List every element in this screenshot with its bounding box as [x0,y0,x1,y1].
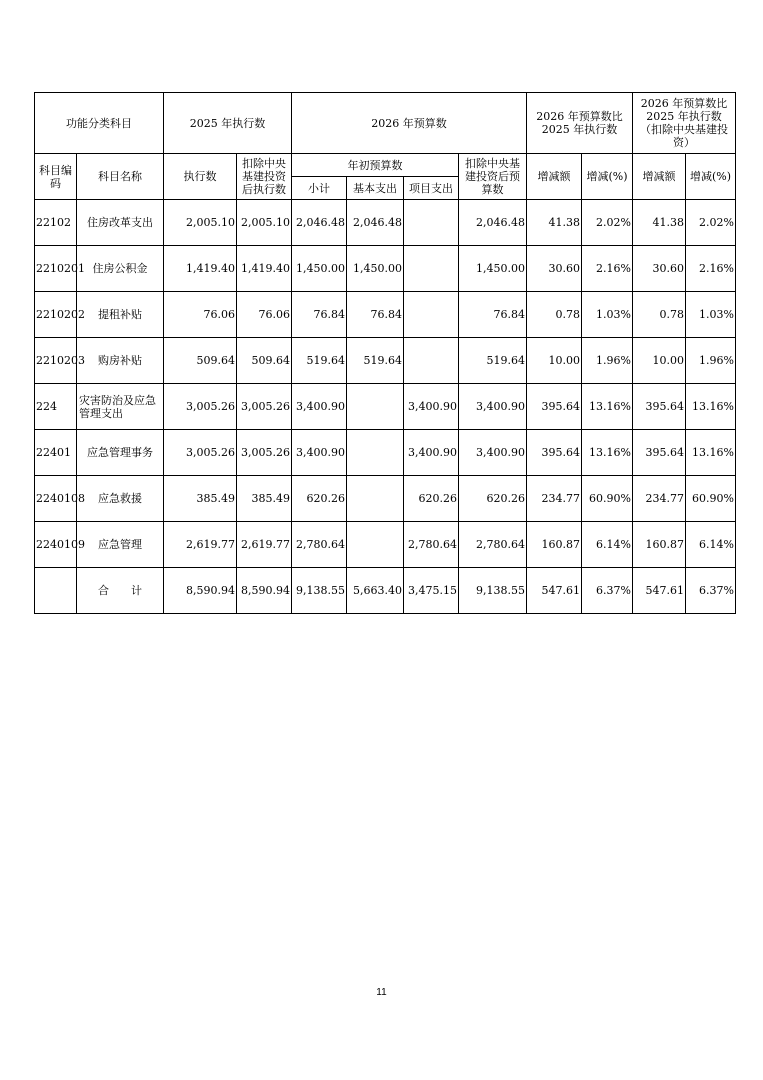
row-basic [347,430,404,476]
row-name: 灾害防治及应急管理支出 [77,384,164,430]
row-change-2: 160.87 [633,522,686,568]
header-budget-2026: 2026 年预算数 [292,93,527,154]
row-pct-2: 60.90% [686,476,736,522]
row-pct-2: 2.02% [686,200,736,246]
row-budget-excl: 3,400.90 [459,384,527,430]
row-change-2: 0.78 [633,292,686,338]
header-basic: 基本支出 [347,177,404,200]
table-row [35,476,736,522]
page-number: 11 [376,987,387,998]
row-exec-excl: 2,005.10 [237,200,292,246]
row-pct-2: 13.16% [686,384,736,430]
header-compare: 2026 年预算数比 2025 年执行数 [527,93,633,154]
row-change: 10.00 [527,338,582,384]
row-change: 234.77 [527,476,582,522]
row-exec-excl: 385.49 [237,476,292,522]
total-row [35,568,736,614]
row-subtotal: 1,450.00 [292,246,347,292]
row-subtotal: 2,780.64 [292,522,347,568]
header-budget-excl: 扣除中央基 建投资后预 算数 [459,154,527,200]
row-name: 购房补贴 [77,338,164,384]
row-budget-excl: 2,046.48 [459,200,527,246]
row-code: 2210203 [35,338,77,384]
row-name: 应急管理 [77,522,164,568]
total-code [35,568,77,614]
row-basic [347,476,404,522]
row-code: 2240109 [35,522,77,568]
total-basic: 5,663.40 [347,568,404,614]
header-project: 项目支出 [404,177,459,200]
row-exec-excl: 3,005.26 [237,384,292,430]
table-row [35,200,736,246]
row-budget-excl: 1,450.00 [459,246,527,292]
row-basic: 76.84 [347,292,404,338]
table-row [35,246,736,292]
total-pct: 6.37% [582,568,633,614]
row-pct: 13.16% [582,430,633,476]
row-name: 提租补贴 [77,292,164,338]
row-budget-excl: 2,780.64 [459,522,527,568]
table-row [35,430,736,476]
table-row [35,522,736,568]
header-change-amount-2: 增减额 [633,154,686,200]
row-project: 620.26 [404,476,459,522]
row-basic: 519.64 [347,338,404,384]
row-pct: 60.90% [582,476,633,522]
row-change-2: 41.38 [633,200,686,246]
total-change-2: 547.61 [633,568,686,614]
row-change: 395.64 [527,384,582,430]
row-code: 2240108 [35,476,77,522]
header-subtotal: 小计 [292,177,347,200]
row-budget-excl: 3,400.90 [459,430,527,476]
header-change-pct-2: 增减(%) [686,154,736,200]
row-budget-excl: 519.64 [459,338,527,384]
row-project [404,246,459,292]
header-row-1 [35,93,736,154]
row-basic: 1,450.00 [347,246,404,292]
row-pct-2: 2.16% [686,246,736,292]
row-pct: 2.16% [582,246,633,292]
row-name: 住房改革支出 [77,200,164,246]
row-exec: 2,005.10 [164,200,237,246]
row-change: 30.60 [527,246,582,292]
row-subtotal: 3,400.90 [292,384,347,430]
row-exec-excl: 3,005.26 [237,430,292,476]
row-subtotal: 620.26 [292,476,347,522]
header-exec-excl: 扣除中央 基建投资 后执行数 [237,154,292,200]
row-exec: 2,619.77 [164,522,237,568]
row-budget-excl: 620.26 [459,476,527,522]
row-exec-excl: 2,619.77 [237,522,292,568]
total-exec: 8,590.94 [164,568,237,614]
row-exec: 3,005.26 [164,430,237,476]
row-exec: 385.49 [164,476,237,522]
row-name: 应急救援 [77,476,164,522]
header-compare-excl: 2026 年预算数比 2025 年执行数 （扣除中央基建投 资） [633,93,736,154]
row-subtotal: 76.84 [292,292,347,338]
header-exec-2025: 2025 年执行数 [164,93,292,154]
row-change-2: 234.77 [633,476,686,522]
row-change: 395.64 [527,430,582,476]
budget-table [34,92,736,614]
row-change-2: 10.00 [633,338,686,384]
total-project: 3,475.15 [404,568,459,614]
header-exec: 执行数 [164,154,237,200]
row-exec: 509.64 [164,338,237,384]
row-pct-2: 1.96% [686,338,736,384]
row-pct: 13.16% [582,384,633,430]
header-initial-budget: 年初预算数 [292,154,459,177]
row-project [404,200,459,246]
row-change-2: 395.64 [633,430,686,476]
row-code: 22401 [35,430,77,476]
total-exec-excl: 8,590.94 [237,568,292,614]
row-code: 224 [35,384,77,430]
header-row-2 [35,154,736,177]
row-project: 2,780.64 [404,522,459,568]
header-name: 科目名称 [77,154,164,200]
row-exec: 1,419.40 [164,246,237,292]
header-change-amount: 增减额 [527,154,582,200]
row-name: 应急管理事务 [77,430,164,476]
row-change: 0.78 [527,292,582,338]
row-subtotal: 519.64 [292,338,347,384]
row-project: 3,400.90 [404,430,459,476]
row-basic [347,522,404,568]
row-pct-2: 6.14% [686,522,736,568]
total-change: 547.61 [527,568,582,614]
table-row [35,338,736,384]
row-change-2: 395.64 [633,384,686,430]
row-change: 41.38 [527,200,582,246]
row-project [404,338,459,384]
row-exec: 76.06 [164,292,237,338]
row-basic: 2,046.48 [347,200,404,246]
header-category: 功能分类科目 [35,93,164,154]
row-change: 160.87 [527,522,582,568]
row-subtotal: 3,400.90 [292,430,347,476]
header-change-pct: 增减(%) [582,154,633,200]
row-name: 住房公积金 [77,246,164,292]
total-budget-excl: 9,138.55 [459,568,527,614]
row-change-2: 30.60 [633,246,686,292]
table-row [35,292,736,338]
row-code: 2210202 [35,292,77,338]
total-subtotal: 9,138.55 [292,568,347,614]
row-pct: 1.03% [582,292,633,338]
table-row [35,384,736,430]
row-basic [347,384,404,430]
row-exec-excl: 1,419.40 [237,246,292,292]
row-subtotal: 2,046.48 [292,200,347,246]
header-code: 科目编 码 [35,154,77,200]
row-project: 3,400.90 [404,384,459,430]
total-pct-2: 6.37% [686,568,736,614]
row-code: 22102 [35,200,77,246]
row-pct: 2.02% [582,200,633,246]
row-pct: 6.14% [582,522,633,568]
row-pct-2: 1.03% [686,292,736,338]
row-exec: 3,005.26 [164,384,237,430]
row-exec-excl: 509.64 [237,338,292,384]
row-exec-excl: 76.06 [237,292,292,338]
row-pct-2: 13.16% [686,430,736,476]
row-code: 2210201 [35,246,77,292]
row-pct: 1.96% [582,338,633,384]
total-label: 合 计 [77,568,164,614]
row-budget-excl: 76.84 [459,292,527,338]
row-project [404,292,459,338]
